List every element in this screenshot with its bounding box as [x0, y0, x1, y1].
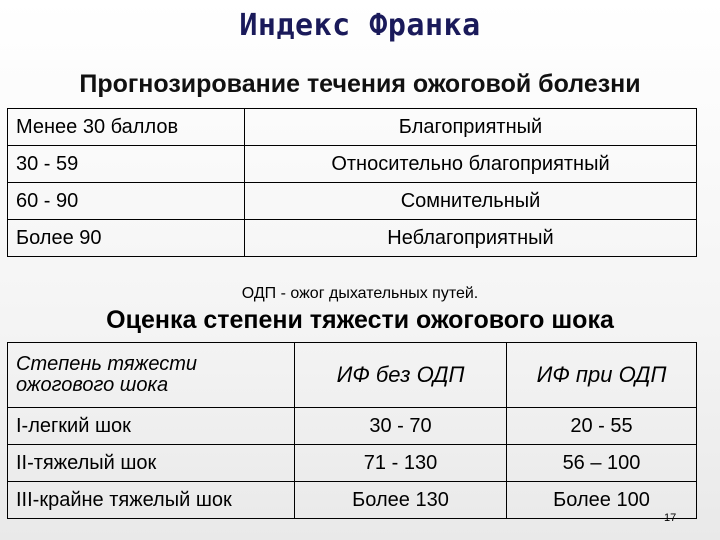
slide-title: Индекс Франка [239, 8, 481, 43]
header-if-with-odp: ИФ при ОДП [507, 343, 697, 408]
if-with-odp-cell: 56 – 100 [507, 445, 697, 482]
range-cell: 60 - 90 [8, 183, 245, 220]
if-without-odp-cell: Более 130 [295, 482, 507, 519]
table-header-row [8, 343, 697, 408]
header-severity: Степень тяжести ожогового шока [8, 343, 295, 408]
shock-table [7, 342, 697, 519]
range-cell: Более 90 [8, 220, 245, 257]
table-row [8, 220, 697, 257]
severity-cell: III-крайне тяжелый шок [8, 482, 295, 519]
severity-cell: II-тяжелый шок [8, 445, 295, 482]
shock-heading: Оценка степени тяжести ожогового шока [106, 306, 614, 334]
table-row [8, 183, 697, 220]
header-if-without-odp: ИФ без ОДП [295, 343, 507, 408]
if-without-odp-cell: 30 - 70 [295, 408, 507, 445]
if-without-odp-cell: 71 - 130 [295, 445, 507, 482]
range-cell: Менее 30 баллов [8, 109, 245, 146]
table-row [8, 109, 697, 146]
range-cell: 30 - 59 [8, 146, 245, 183]
outcome-cell: Сомнительный [245, 183, 697, 220]
table-row [8, 146, 697, 183]
outcome-cell: Благоприятный [245, 109, 697, 146]
prognosis-heading: Прогнозирование течения ожоговой болезни [79, 70, 641, 98]
abbreviation-note: ОДП - ожог дыхательных путей. [241, 285, 479, 302]
table-row [8, 445, 697, 482]
severity-cell: I-легкий шок [8, 408, 295, 445]
page-number: 17 [664, 512, 677, 524]
table-row [8, 482, 697, 519]
prognosis-table [7, 108, 697, 257]
outcome-cell: Относительно благоприятный [245, 146, 697, 183]
if-with-odp-cell: 20 - 55 [507, 408, 697, 445]
table-row [8, 408, 697, 445]
outcome-cell: Неблагоприятный [245, 220, 697, 257]
if-with-odp-cell: Более 100 [507, 482, 697, 519]
